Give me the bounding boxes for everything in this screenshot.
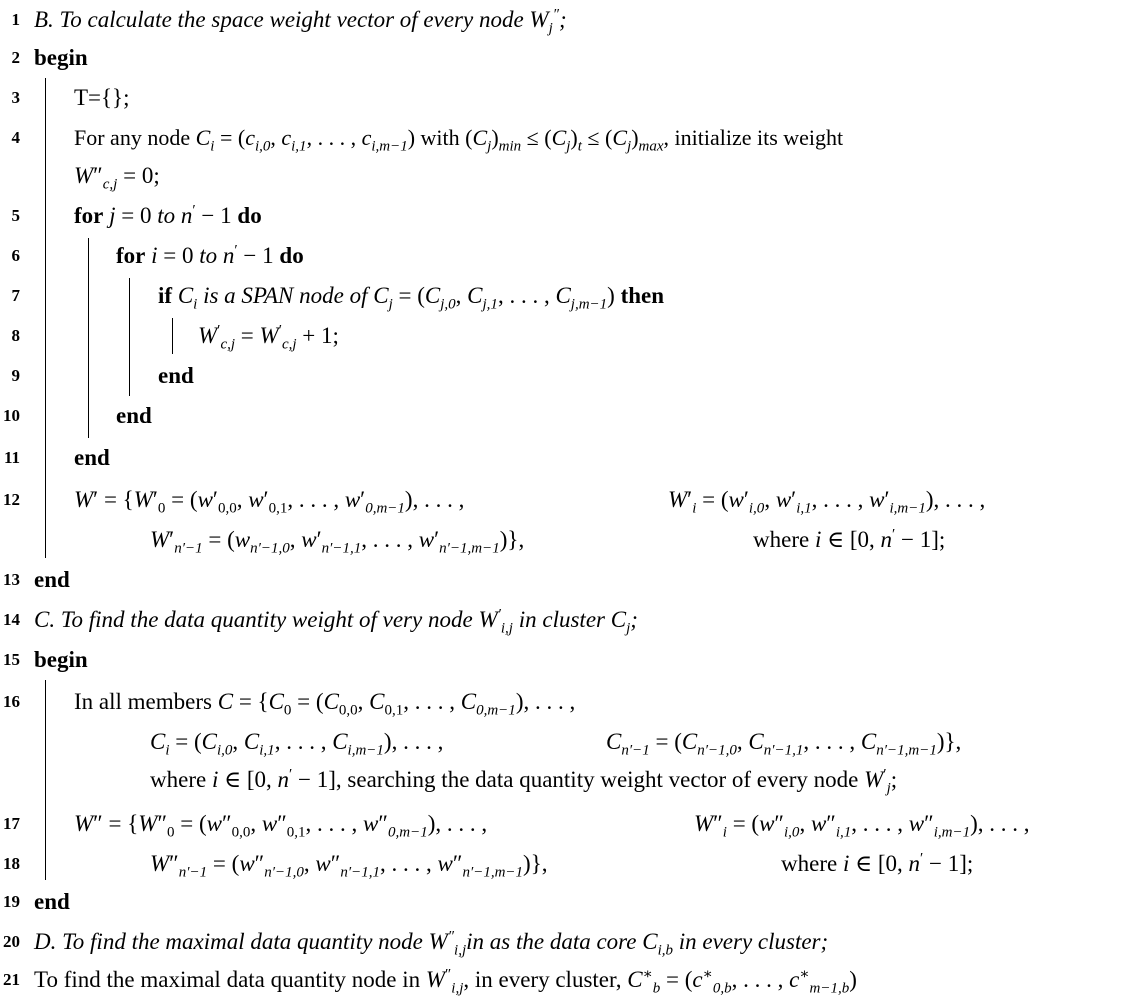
statement: To find the maximal data quantity node in $W''_{i,j}$, in every cluster, $C^∗_b = (c^∗_{0,b}$, . . . , $c^∗_{m-1,b}$) <box>34 966 857 997</box>
section-heading: C. To find the data quantity weight of very node $W'_{i,j}$ in cluster $C_j$; <box>34 606 638 637</box>
statement: where i ∈ [0, n′ − 1]; <box>753 526 946 552</box>
statement: $W'_{n'-1} = (w_{n'-1,0}$, $w'_{n'-1,1}$, . . . , $w'_{n'-1,m-1}$)}, <box>150 527 525 557</box>
algo-line <box>0 236 1126 276</box>
keyword-end: end <box>34 567 70 592</box>
line-number: 21 <box>3 970 20 989</box>
statement: $W'_{c,j} = W'_{c,j} + 1$; <box>198 322 339 353</box>
statement: $W' = \{W'_0 = (w'_{0,0}$, $w'_{0,1}$, . . . , $w'_{0,m-1}$), . . . , <box>74 487 465 517</box>
statement: In all members $C = \{C_0 = (C_{0,0}$, $C_{0,1}$, . . . , $C_{0,m-1}$), . . . , <box>74 689 576 719</box>
line-number: 19 <box>3 892 20 911</box>
algo-line <box>0 560 1126 600</box>
line-number: 10 <box>3 406 20 425</box>
algo-line <box>0 196 1126 236</box>
keyword-end: end <box>158 363 194 388</box>
algo-line <box>0 276 1126 316</box>
line-number: 14 <box>3 610 20 629</box>
algo-line <box>0 356 1126 396</box>
line-number: 15 <box>3 650 20 669</box>
statement: T={}; <box>74 85 130 110</box>
keyword-end: end <box>34 889 70 914</box>
line-number: 12 <box>3 490 20 509</box>
line-number: 16 <box>3 692 20 711</box>
algo-line <box>0 760 1126 800</box>
statement: $W'' = \{W''_0 = (w''_{0,0}$, $w''_{0,1}$, . . . , $w''_{0,m-1}$), . . . , <box>74 811 488 841</box>
algo-line <box>0 38 1126 78</box>
statement: $W'_i = (w'_{i,0}$, $w'_{i,1}$, . . . , $w'_{i,m-1}$), . . . , <box>668 487 986 517</box>
line-number: 2 <box>11 48 20 67</box>
line-number: 8 <box>11 326 20 345</box>
algo-line <box>0 316 1126 356</box>
for-loop-i: for i = 0 to n′ − 1 do <box>116 242 304 268</box>
statement: $C_{n'-1} = (C_{n'-1,0}$, $C_{n'-1,1}$, . . . , $C_{n'-1,m-1}$)}, <box>606 729 962 759</box>
algo-line <box>0 118 1126 158</box>
line-number: 18 <box>3 854 20 873</box>
algo-line <box>0 438 1126 478</box>
line-number: 9 <box>11 366 20 385</box>
statement: For any node $C_i = (c_{i,0}$, $c_{i,1}$, . . . , $c_{i,m-1}$) with $(C_j)_{min} \le (C_j)_t \le (C_j)_{max}$, initialize its weight <box>74 125 844 155</box>
line-number: 3 <box>11 88 20 107</box>
line-number: 1 <box>11 10 20 29</box>
algo-line <box>0 396 1126 436</box>
line-number: 4 <box>11 128 20 147</box>
line-number: 13 <box>3 570 20 589</box>
algo-line <box>0 156 1126 196</box>
algo-line <box>0 600 1126 640</box>
line-number: 11 <box>3 448 20 467</box>
algo-line <box>0 922 1126 962</box>
algo-line <box>0 480 1126 520</box>
algo-line <box>0 640 1126 680</box>
algo-line <box>0 722 1126 762</box>
statement: $W''_i = (w''_{i,0}$, $w''_{i,1}$, . . . , $w''_{i,m-1}$), . . . , <box>694 811 1030 841</box>
statement: where i ∈ [0, n′ − 1], searching the data quantity weight vector of every node $W'_j$; <box>150 766 898 797</box>
section-heading: B. To calculate the space weight vector of every node $W_j''$; <box>34 6 567 37</box>
line-number: 17 <box>3 814 20 833</box>
algo-line <box>0 960 1126 1000</box>
algo-line <box>0 682 1126 722</box>
line-number: 5 <box>11 206 20 225</box>
statement: where i ∈ [0, n′ − 1]; <box>781 850 974 876</box>
algo-line <box>0 844 1126 884</box>
statement: $C_i = (C_{i,0}$, $C_{i,1}$, . . . , $C_{i,m-1}$), . . . , <box>150 729 444 759</box>
keyword-begin: begin <box>34 45 88 70</box>
for-loop-j: for j = 0 to n′ − 1 do <box>74 202 262 228</box>
if-statement: if $C_i$ is a SPAN node of $C_j = (C_{j,0}$, $C_{j,1}$, . . . , $C_{j,m-1}$) then <box>158 283 665 313</box>
algo-line <box>0 882 1126 922</box>
keyword-end: end <box>74 445 110 470</box>
section-heading: D. To find the maximal data quantity node $W''_{i,j}in$ as the data core $C_{i,b}$ in every cluster; <box>34 928 829 959</box>
statement: $W''_{c,j} = 0$; <box>74 163 160 193</box>
line-number: 20 <box>3 932 20 951</box>
algo-line <box>0 520 1126 560</box>
algo-line <box>0 78 1126 118</box>
algo-line <box>0 804 1126 844</box>
keyword-begin: begin <box>34 647 88 672</box>
algo-line <box>0 0 1126 40</box>
statement: $W''_{n'-1} = (w''_{n'-1,0}$, $w''_{n'-1,1}$, . . . , $w''_{n'-1,m-1}$)}, <box>150 851 548 881</box>
line-number: 7 <box>11 286 20 305</box>
line-number: 6 <box>11 246 20 265</box>
keyword-end: end <box>116 403 152 428</box>
